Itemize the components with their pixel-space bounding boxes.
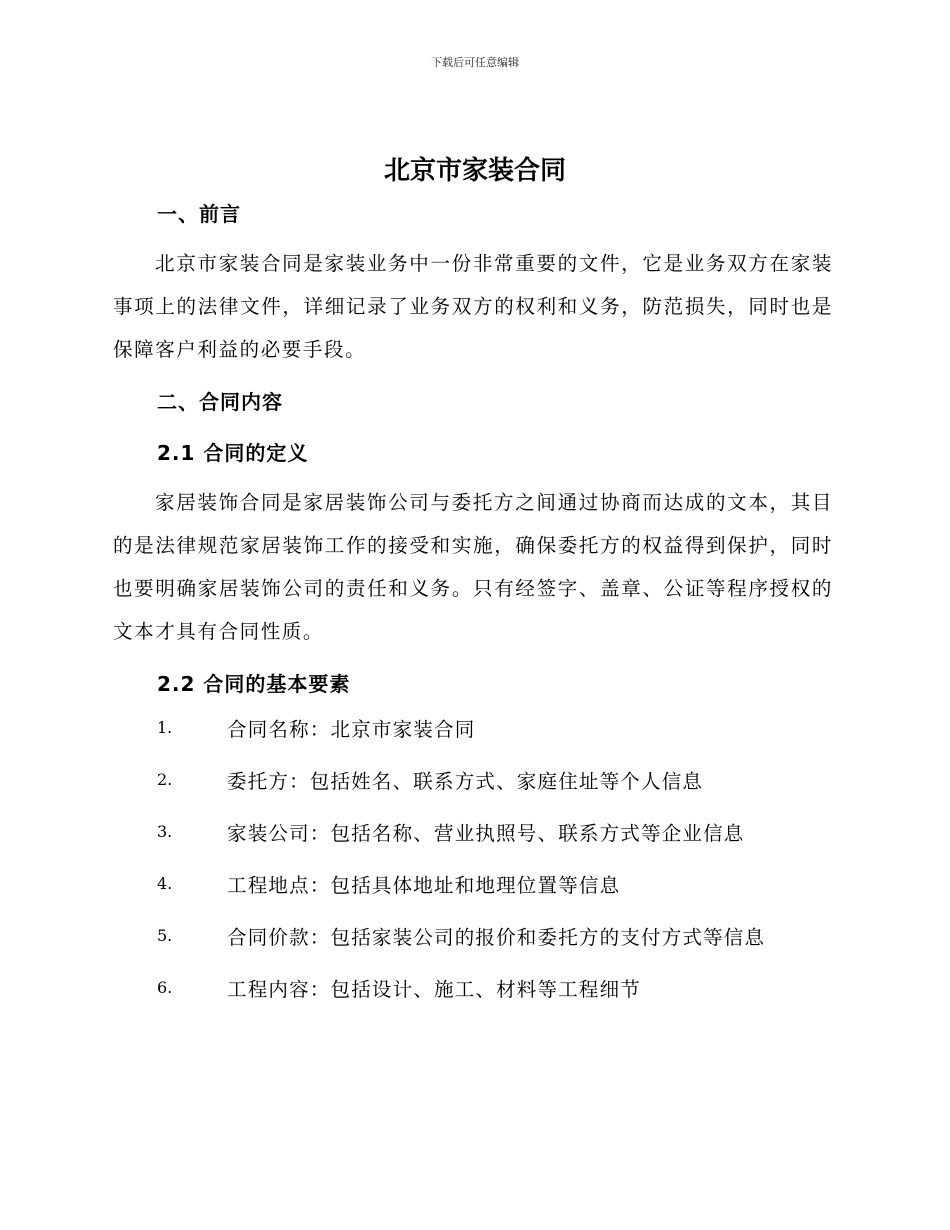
document-title: 北京市家装合同 bbox=[383, 156, 566, 186]
list-item-text: 委托方：包括姓名、联系方式、家庭住址等个人信息 bbox=[227, 770, 704, 793]
list-item-text: 工程内容：包括设计、施工、材料等工程细节 bbox=[227, 978, 642, 1001]
header-note: 下载后可任意编辑 bbox=[431, 56, 519, 69]
list-item bbox=[157, 714, 765, 766]
list-item-text: 合同价款：包括家装公司的报价和委托方的支付方式等信息 bbox=[227, 926, 766, 949]
list-item bbox=[157, 818, 765, 870]
list-item bbox=[157, 922, 765, 974]
list-item-number: 5. bbox=[157, 926, 173, 945]
definition-paragraph: 家居装饰合同是家居装饰公司与委托方之间通过协商而达成的文本，其目的是法律规范家居装饰工作的接受和实施，确保委托方的权益得到保护，同时也要明确家居装饰公司的责任和义务。只有经签字、盖章、公证等程序授权的文本才具有合同性质。 bbox=[113, 491, 833, 643]
list-item bbox=[157, 974, 765, 1026]
list-item-number: 4. bbox=[157, 874, 173, 893]
preface-paragraph: 北京市家装合同是家装业务中一份非常重要的文件，它是业务双方在家装事项上的法律文件，详细记录了业务双方的权利和义务，防范损失，同时也是保障客户利益的必要手段。 bbox=[113, 252, 833, 361]
elements-list bbox=[157, 714, 765, 1026]
definition-heading: 2.1 合同的定义 bbox=[157, 441, 309, 465]
list-item-number: 2. bbox=[157, 770, 173, 789]
list-item-number: 1. bbox=[157, 718, 173, 737]
list-item-text: 工程地点：包括具体地址和地理位置等信息 bbox=[227, 874, 621, 897]
content-heading: 二、合同内容 bbox=[157, 390, 283, 414]
list-item bbox=[157, 870, 765, 922]
list-item bbox=[157, 766, 765, 818]
preface-heading: 一、前言 bbox=[157, 202, 241, 226]
list-item-number: 3. bbox=[157, 822, 173, 841]
list-item-number: 6. bbox=[157, 978, 173, 997]
list-item-text: 家装公司：包括名称、营业执照号、联系方式等企业信息 bbox=[227, 822, 745, 845]
elements-heading: 2.2 合同的基本要素 bbox=[157, 672, 351, 696]
list-item-text: 合同名称：北京市家装合同 bbox=[227, 718, 476, 741]
